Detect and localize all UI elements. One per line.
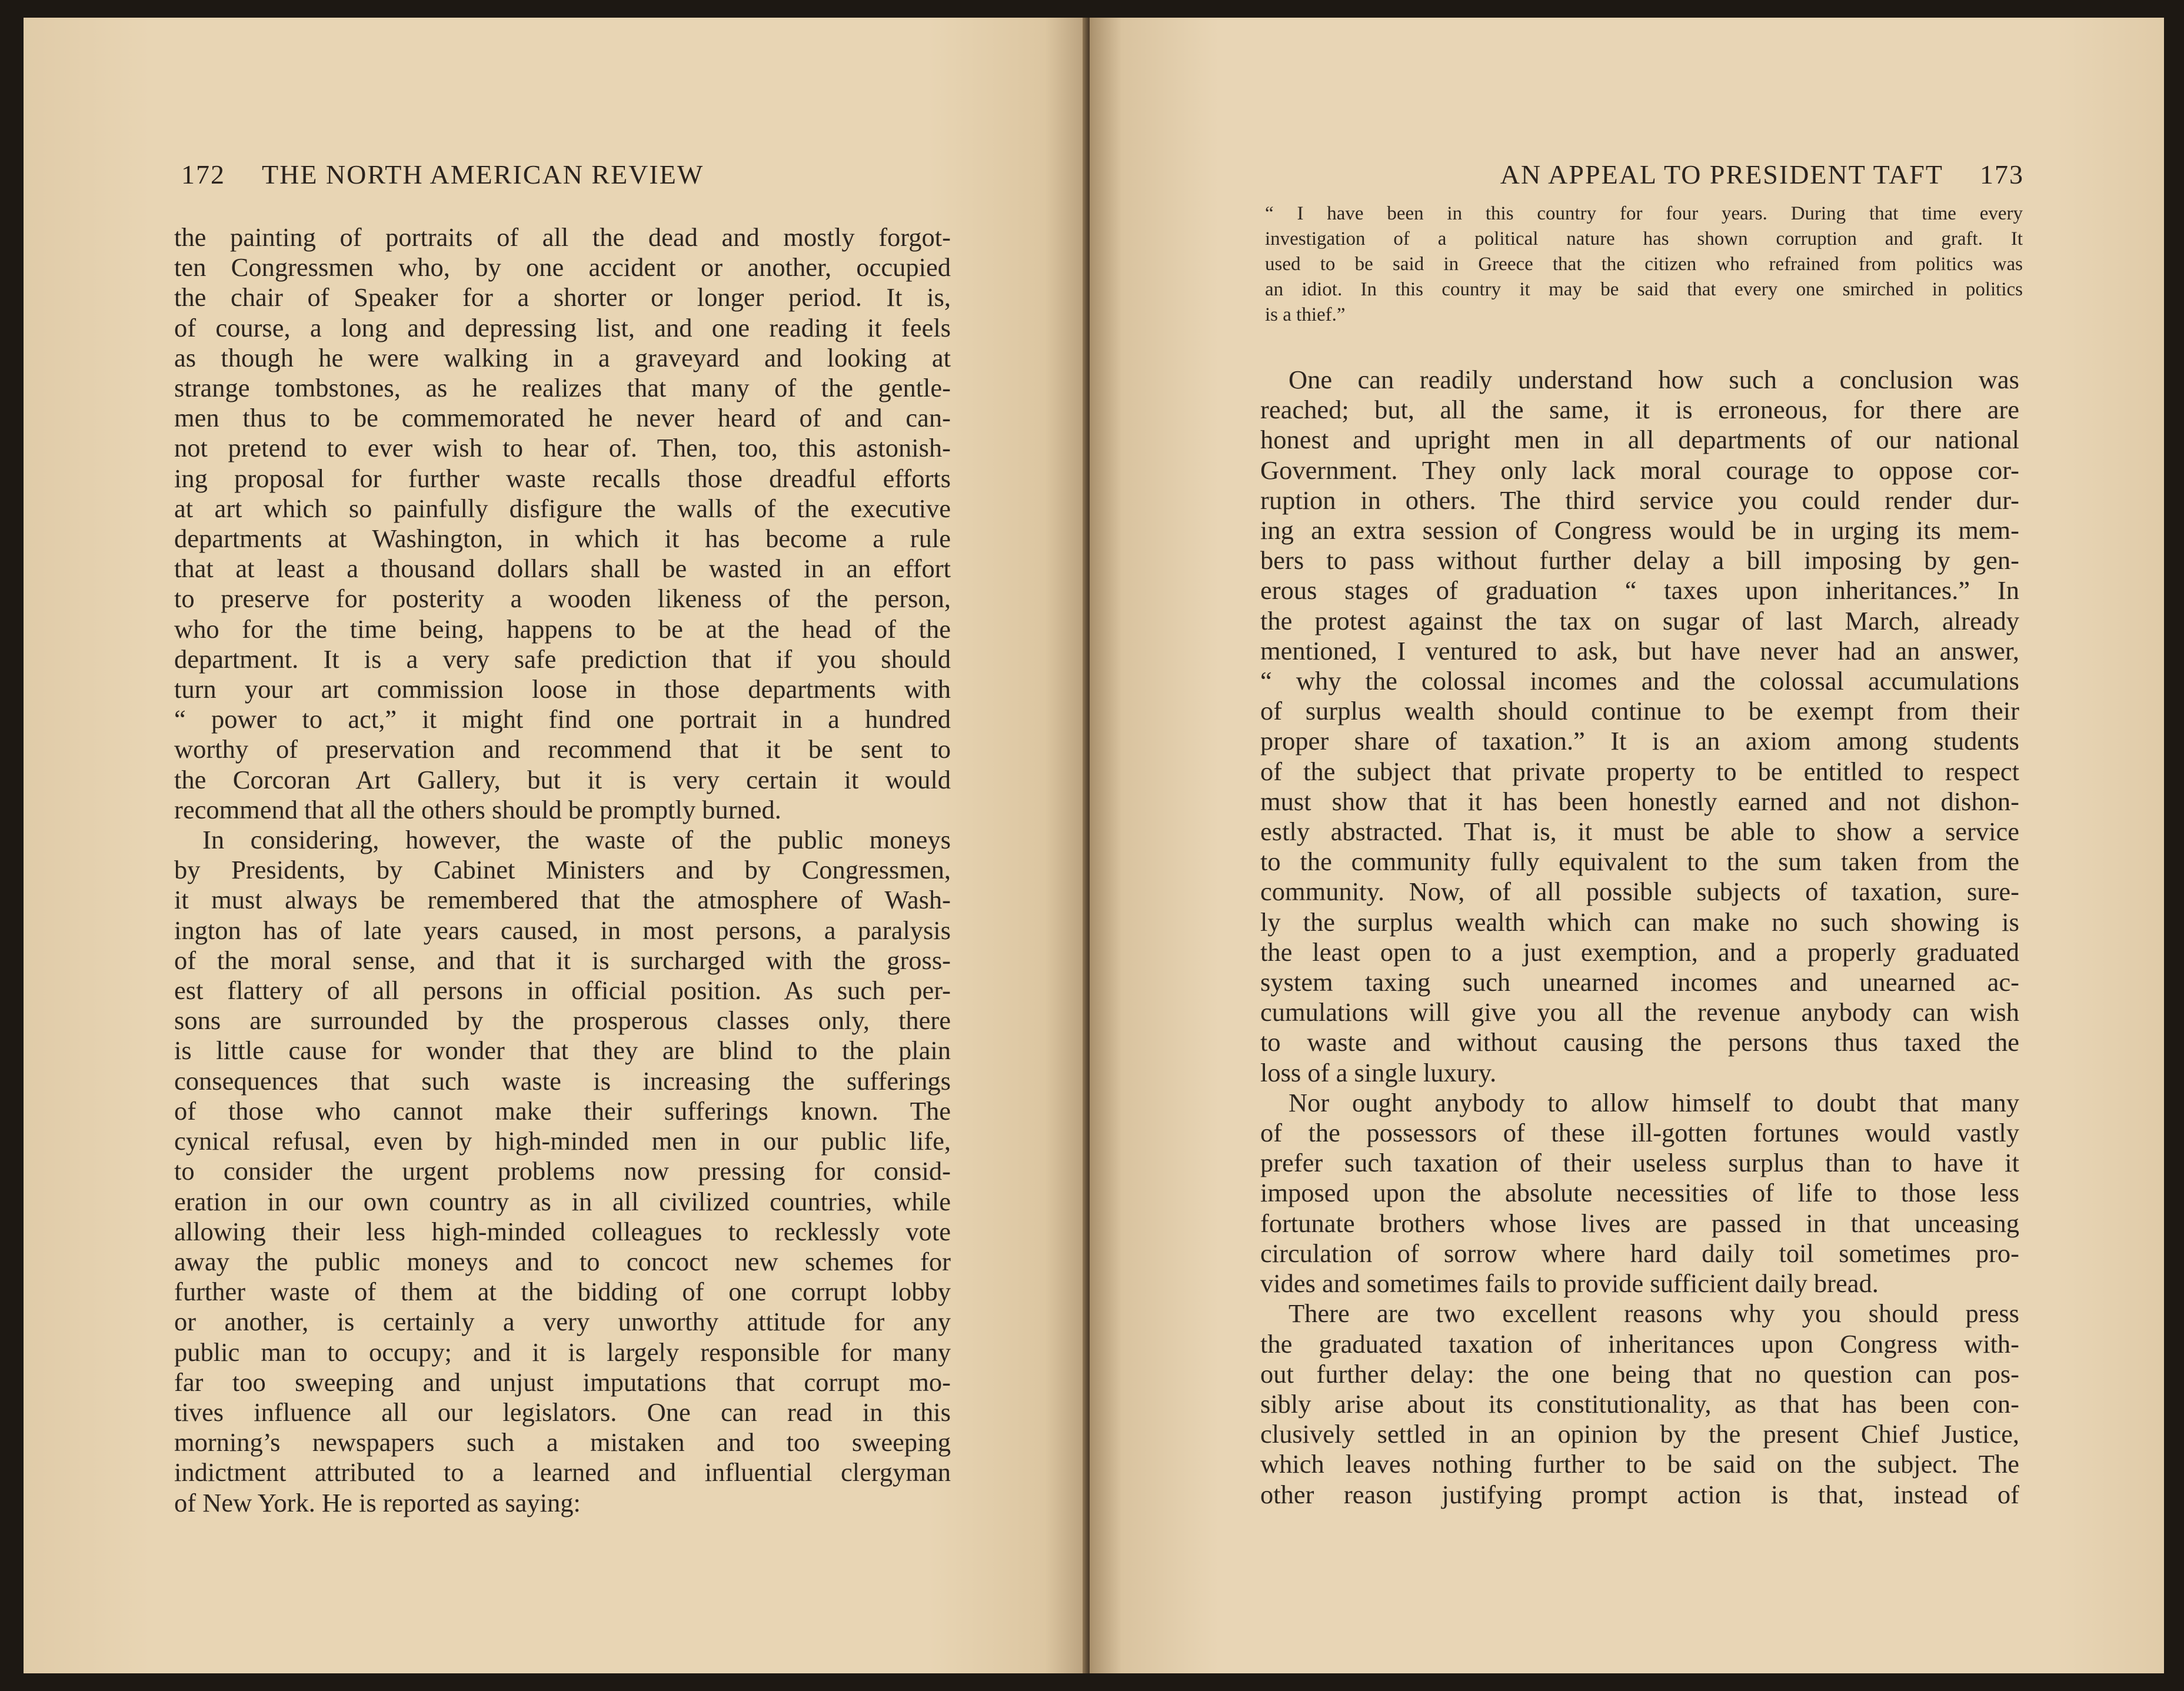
text-line: out further delay: the one being that no question can pos- — [1260, 1359, 2019, 1389]
text-line: ington has of late years caused, in most persons, a paralysis — [174, 915, 951, 945]
text-line: further waste of them at the bidding of one corrupt lobby — [174, 1277, 951, 1307]
text-line: far too sweeping and unjust imputations that corrupt mo- — [174, 1367, 951, 1397]
text-line: strange tombstones, as he realizes that many of the gentle- — [174, 373, 951, 403]
text-line: sibly arise about its constitutionality, as that has been con- — [1260, 1389, 2019, 1419]
text-line: other reason justifying prompt action is that, instead of — [1260, 1479, 2019, 1509]
text-line: of course, a long and depressing list, and one reading it feels — [174, 312, 951, 342]
text-line: Government. They only lack moral courage to oppose cor- — [1260, 455, 2019, 485]
text-line: it must always be remembered that the atmosphere of Wash- — [174, 885, 951, 915]
left-body-text — [174, 222, 951, 1518]
text-line: the Corcoran Art Gallery, but it is very certain it would — [174, 764, 951, 794]
paragraph-start-line: In considering, however, the waste of the public moneys — [202, 825, 951, 855]
text-line: the graduated taxation of inheritances upon Congress with- — [1260, 1329, 2019, 1359]
paragraph-start-line: Nor ought anybody to allow himself to doubt that many — [1289, 1087, 2019, 1117]
text-line: as though he were walking in a graveyard and looking at — [174, 342, 951, 372]
left-page-title: THE NORTH AMERICAN REVIEW — [262, 159, 704, 189]
text-line: the least open to a just exemption, and a properly graduated — [1260, 937, 2019, 967]
text-line: turn your art commission loose in those departments with — [174, 674, 951, 704]
text-line: of the moral sense, and that it is surcharged with the gross- — [174, 945, 951, 975]
text-line: fortunate brothers whose lives are passed in that unceasing — [1260, 1208, 2019, 1238]
text-line: of surplus wealth should continue to be exempt from their — [1260, 696, 2019, 726]
left-running-head — [181, 159, 704, 190]
right-page — [1090, 18, 2164, 1673]
text-line: proper share of taxation.” It is an axiom among students — [1260, 726, 2019, 756]
quote-line: is a thief.” — [1265, 304, 1346, 325]
quote-line: “ I have been in this country for four years. During that time every — [1265, 203, 2023, 224]
text-line: that at least a thousand dollars shall be wasted in an effort — [174, 554, 951, 584]
text-line: “ power to act,” it might find one portrait in a hundred — [174, 704, 951, 734]
text-line: loss of a single luxury. — [1260, 1057, 1497, 1087]
quote-line: an idiot. In this country it may be said that every one smirched in politics — [1265, 279, 2023, 300]
text-line: ly the surplus wealth which can make no such showing is — [1260, 907, 2019, 937]
text-line: the painting of portraits of all the dead and mostly forgot- — [174, 222, 951, 252]
text-line: cumulations will give you all the revenue anybody can wish — [1260, 997, 2019, 1027]
text-line: of New York. He is reported as saying: — [174, 1487, 581, 1517]
text-line: community. Now, of all possible subjects of taxation, sure- — [1260, 877, 2019, 907]
quote-line: used to be said in Greece that the citizen who refrained from politics was — [1265, 254, 2023, 275]
text-line: allowing their less high-minded colleagues to recklessly vote — [174, 1216, 951, 1246]
right-page-title: AN APPEAL TO PRESIDENT TAFT — [1500, 159, 1943, 189]
text-line: worthy of preservation and recommend that it be sent to — [174, 734, 951, 764]
text-line: “ why the colossal incomes and the colossal accumulations — [1260, 666, 2019, 696]
text-line: vides and sometimes fails to provide sufficient daily bread. — [1260, 1269, 1879, 1299]
text-line: away the public moneys and to concoct new schemes for — [174, 1246, 951, 1276]
text-line: bers to pass without further delay a bill imposing by gen- — [1260, 545, 2019, 575]
text-line: clusively settled in an opinion by the present Chief Justice, — [1260, 1419, 2019, 1449]
text-line: reached; but, all the same, it is erroneous, for there are — [1260, 395, 2019, 425]
left-page-number: 172 — [181, 159, 225, 189]
text-line: which leaves nothing further to be said on the subject. The — [1260, 1449, 2019, 1479]
block-quote — [1265, 201, 2023, 328]
text-line: consequences that such waste is increasing the sufferings — [174, 1066, 951, 1096]
text-line: who for the time being, happens to be at the head of the — [174, 614, 951, 644]
text-line: morning’s newspapers such a mistaken and too sweeping — [174, 1427, 951, 1457]
text-line: the chair of Speaker for a shorter or longer period. It is, — [174, 282, 951, 312]
text-line: public man to occupy; and it is largely responsible for many — [174, 1337, 951, 1367]
text-line: ruption in others. The third service you could render dur- — [1260, 485, 2019, 515]
text-line: departments at Washington, in which it has become a rule — [174, 524, 951, 554]
text-line: to the community fully equivalent to the sum taken from the — [1260, 847, 2019, 877]
text-line: circulation of sorrow where hard daily toil sometimes pro- — [1260, 1238, 2019, 1268]
text-line: eration in our own country as in all civilized countries, while — [174, 1186, 951, 1216]
left-page — [24, 18, 1087, 1673]
paragraph-start-line: There are two excellent reasons why you should press — [1289, 1299, 2019, 1329]
text-line: tives influence all our legislators. One can read in this — [174, 1397, 951, 1427]
text-line: prefer such taxation of their useless surplus than to have it — [1260, 1148, 2019, 1178]
text-line: or another, is certainly a very unworthy attitude for any — [174, 1307, 951, 1337]
text-line: ing proposal for further waste recalls those dreadful efforts — [174, 463, 951, 493]
text-line: department. It is a very safe prediction that if you should — [174, 644, 951, 674]
text-line: sons are surrounded by the prosperous classes only, there — [174, 1006, 951, 1036]
quote-line: investigation of a political nature has shown corruption and graft. It — [1265, 228, 2023, 249]
text-line: at art which so painfully disfigure the walls of the executive — [174, 493, 951, 523]
right-page-number: 173 — [1980, 159, 2024, 189]
text-line: ing an extra session of Congress would be in urging its mem- — [1260, 515, 2019, 545]
text-line: ten Congressmen who, by one accident or another, occupied — [174, 252, 951, 282]
text-line: of the possessors of these ill-gotten fortunes would vastly — [1260, 1118, 2019, 1148]
text-line: to consider the urgent problems now pressing for consid- — [174, 1156, 951, 1186]
paragraph-start-line: One can readily understand how such a conclusion was — [1289, 365, 2019, 394]
text-line: recommend that all the others should be promptly burned. — [174, 794, 781, 824]
text-line: erous stages of graduation “ taxes upon inheritances.” In — [1260, 575, 2019, 605]
text-line: must show that it has been honestly earned and not dishon- — [1260, 786, 2019, 816]
text-line: estly abstracted. That is, it must be able to show a service — [1260, 817, 2019, 847]
text-line: to waste and without causing the persons thus taxed the — [1260, 1027, 2019, 1057]
text-line: of the subject that private property to be entitled to respect — [1260, 756, 2019, 786]
text-line: is little cause for wonder that they are blind to the plain — [174, 1036, 951, 1066]
text-line: system taxing such unearned incomes and unearned ac- — [1260, 967, 2019, 997]
text-line: men thus to be commemorated he never heard of and can- — [174, 403, 951, 433]
text-line: the protest against the tax on sugar of last March, already — [1260, 605, 2019, 635]
text-line: est flattery of all persons in official position. As such per- — [174, 976, 951, 1006]
text-line: not pretend to ever wish to hear of. Then, too, this astonish- — [174, 433, 951, 463]
text-line: cynical refusal, even by high-minded men in our public life, — [174, 1126, 951, 1156]
right-body-text — [1260, 365, 2019, 1510]
right-running-head — [1500, 159, 2024, 190]
text-line: to preserve for posterity a wooden likeness of the person, — [174, 584, 951, 614]
text-line: by Presidents, by Cabinet Ministers and by Congressmen, — [174, 855, 951, 885]
text-line: indictment attributed to a learned and influential clergyman — [174, 1457, 951, 1487]
text-line: mentioned, I ventured to ask, but have never had an answer, — [1260, 635, 2019, 665]
text-line: of those who cannot make their sufferings known. The — [174, 1096, 951, 1126]
text-line: imposed upon the absolute necessities of life to those less — [1260, 1178, 2019, 1208]
text-line: honest and upright men in all departments of our national — [1260, 425, 2019, 455]
